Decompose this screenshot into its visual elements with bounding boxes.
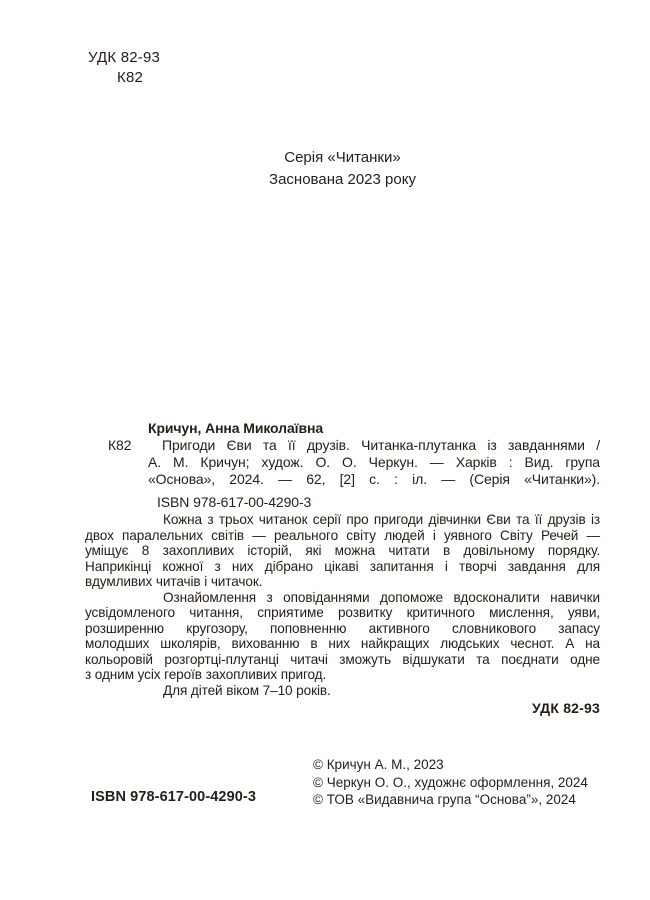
copyright-line: © Кричун А. М., 2023 (313, 757, 444, 772)
isbn-bottom: ISBN 978-617-00-4290-3 (91, 789, 257, 805)
annotation-line: кольоровій розгортці-плутанці читачі зможуть відшукати та поєднати одне (85, 651, 600, 667)
annotation-line: уміщує 8 захопливих історій, які можна читати в довільному порядку. (85, 543, 600, 558)
bib-isbn: ISBN 978-617-00-4290-3 (157, 494, 312, 510)
series-block (85, 147, 600, 191)
annotation-audience: Для дітей віком 7–10 років. (163, 682, 331, 698)
annotation-line: з одним усіх героїв захопливих пригод. (85, 667, 327, 682)
annotation-paragraph-2 (85, 590, 600, 683)
bib-author-heading: Кричун, Анна Миколаївна (148, 420, 324, 436)
annotation-line: Наприкінці кожної з них дібрано цікаві запитання і творчі завдання для (85, 558, 600, 574)
annotation-line: розширенню кругозору, поповненню активного словникового запасу (85, 620, 600, 636)
annotation-line: Ознайомлення з оповіданнями допоможе вдосконалити навички (163, 589, 600, 605)
annotation-paragraph-1 (85, 512, 600, 590)
udk-code-bottom: УДК 82-93 (531, 700, 600, 716)
series-title: Серія «Читанки» (284, 149, 401, 166)
bib-description-line: А. М. Кричун; худож. О. О. Черкун. — Харків : Вид. група (148, 454, 600, 470)
annotation-line: усвідомленого читання, сприятиме розвитку критичного мислення, уяви, (85, 605, 600, 620)
bib-description-line: «Основа», 2024. — 62, [2] с. : іл. — (Серія «Читанки»). (148, 471, 600, 487)
classification-codes (88, 48, 160, 88)
annotation-line: Кожна з трьох читанок серії про пригоди дівчинки Єви та її друзів із (163, 512, 600, 527)
annotation-line: вдумливих читачів і читачок. (85, 574, 263, 589)
series-founded: Заснована 2023 року (269, 171, 416, 188)
copyright-line: © ТОВ «Видавнича група “Основа”», 2024 (313, 792, 576, 807)
annotation-line: молодших школярів, вихованню в них найкращих людських чеснот. А на (85, 636, 600, 651)
bib-description-line: Пригоди Єви та її друзів. Читанка-плутанка із завданнями / (162, 437, 600, 453)
copyright-line: © Черкун О. О., художнє оформлення, 2024 (313, 774, 588, 790)
bib-index-code: К82 (108, 437, 132, 453)
bibliographic-record (85, 420, 600, 511)
copyright-block (313, 756, 613, 809)
annotation-line: двох паралельних світів — реального світу людей і уявного Світу Речей — (85, 527, 600, 543)
udk-code-top: УДК 82-93 (88, 49, 161, 66)
annotation-block (85, 512, 600, 717)
author-sign-code: К82 (117, 69, 144, 86)
